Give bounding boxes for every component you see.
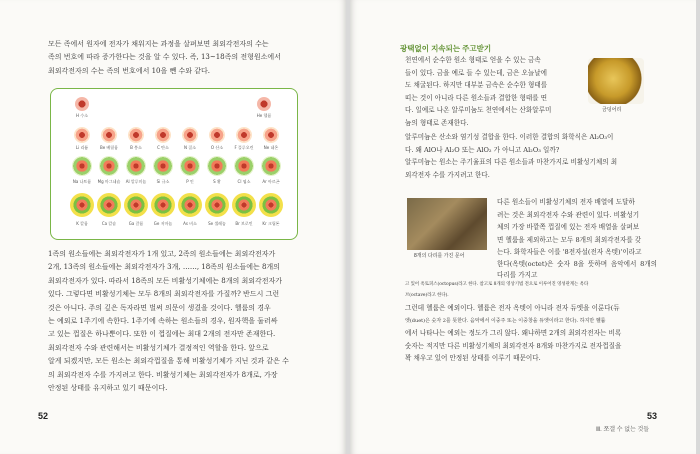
text-line: 고 있어 옥토퍼스(octopus)라고 한다. 참고로 8개의 영상기법 전으로 이루어진 영성관계는 옥타: [405, 282, 589, 287]
right-paragraph-3-note: [405, 259, 657, 301]
box-title: 광택없이 지속되는 주고받기: [400, 44, 492, 53]
text-line: 다. 왜 AlO나 Al₂O 또는 AlO₂ 가 아니고 Al₂O₃ 일까?: [405, 145, 560, 154]
atom-icon: [101, 127, 117, 143]
atom-icon: [74, 127, 90, 143]
atom-label: Ga 갈륨: [128, 221, 144, 226]
atom-icon: [207, 156, 227, 176]
atom-icon: [236, 127, 252, 143]
left-page: [0, 0, 346, 454]
text-line: 고 있는 껍질은 하나뿐이다. 또한 이 껍질에는 최대 2개의 전자만 존재한다.: [48, 330, 276, 339]
atom-label: Ne 네온: [263, 145, 279, 150]
right-paragraph-1: [405, 54, 577, 130]
atom-icon: [128, 127, 144, 143]
text-line: 려는 것은 최외각전자 수와 관련이 있다. 비활성기: [497, 210, 640, 219]
gold-nugget-image: [588, 58, 644, 104]
text-line: 엣(duet)은 숫자 2를 뜻한다. 음악에서 이중주 또는 이중창을 듀엣이라고 한다). 하지만 헬륨: [405, 317, 606, 324]
text-line: 다른 원소들이 비활성기체의 전자 배열에 도달하: [497, 198, 635, 206]
diagram-row-period-1: [61, 95, 287, 125]
diagram-row-period-4: [61, 193, 287, 235]
intro-paragraph: [48, 38, 300, 78]
atom-label: P 인: [186, 179, 194, 184]
text-line: 2개, 13족의 원소들에는 최외각전자가 3개, ……, 18족의 원소들에는 8개의: [48, 263, 280, 272]
page-number: 52: [38, 411, 49, 421]
atom-label: He 헬륨: [256, 113, 272, 118]
atom-label: Mg 마그네슘: [97, 179, 121, 184]
atom-label: S 황: [213, 179, 221, 184]
atom-icon: [97, 193, 121, 217]
text-line: 족의 번호에 따라 증가한다는 것을 알 수 있다. 즉, 13~18족의 전형원소에서: [48, 53, 281, 62]
atom-icon: [124, 193, 148, 217]
atom-icon: [72, 156, 92, 176]
text-line: 1족의 원소들에는 최외각전자가 1개 있고, 2족의 원소들에는 최외각전자가: [48, 250, 276, 258]
atom-label: Ar 아르곤: [262, 179, 280, 184]
text-line: 외각전자 수를 가지려고 한다.: [405, 170, 490, 179]
text-line: 에서 나타나는 예외는 정도가 그리 않다. 왜냐하면 2개의 최외각전자는 비록: [405, 329, 622, 338]
text-line: 들이 있다. 금을 예로 들 수 있는데, 금은 오늘날에: [405, 68, 547, 77]
atom-icon: [151, 193, 175, 217]
octopus-caption: 8개의 다리를 가진 문어: [414, 253, 465, 259]
text-line: 띠는 것이 아니라 다른 원소들과 결합한 형태를 띤: [405, 93, 548, 102]
atom-label: O 산소: [210, 145, 224, 150]
atom-label: Ca 칼슘: [101, 221, 117, 226]
text-line: 천연에서 순수한 원소 형태로 얻을 수 있는 금속: [405, 56, 541, 64]
body-paragraph: [48, 248, 300, 395]
atom-label: Al 알루미늄: [125, 179, 147, 184]
atom-label: Br 브로민: [235, 221, 253, 226]
atom-icon: [180, 156, 200, 176]
text-line: 최외각전자 수와 관련해서는 비활성기체가 결정적인 역할을 한다. 앞으로: [48, 343, 269, 352]
atom-icon: [259, 193, 283, 217]
text-line: 안정된 상태를 유지하고 있기 때문이다.: [48, 384, 168, 393]
atom-label: Kr 크립톤: [262, 221, 280, 226]
text-line: 늄의 형태로 존재한다.: [405, 118, 469, 127]
text-line: 도 채굴된다. 하지만 대부분 금속은 순수한 형태를: [405, 81, 548, 90]
electron-shell-diagram: [50, 88, 298, 240]
atom-icon: [263, 127, 279, 143]
atom-label: N 질소: [184, 145, 196, 150]
atom-icon: [155, 127, 171, 143]
atom-icon: [70, 193, 94, 217]
text-line: 면 헬륨을 제외하고는 모두 8개의 최외각전자를 갖: [497, 235, 642, 244]
text-line: 최외각전자의 수는 족의 번호에서 10을 뺀 수와 같다.: [48, 66, 210, 75]
atom-icon: [178, 193, 202, 217]
diagram-row-period-3: [61, 155, 287, 191]
text-line: 숫자는 적지만 다른 비활성기체의 최외각전자 8개와 마찬가지로 전자껍질을: [405, 341, 622, 350]
atom-label: F 플루오린: [234, 145, 254, 150]
octopus-image: [407, 198, 487, 250]
text-line: 다. 일예로 나온 알루미늄도 천연에서는 산화알루미: [405, 106, 552, 115]
atom-icon: [153, 156, 173, 176]
atom-icon: [232, 193, 256, 217]
atom-icon: [99, 156, 119, 176]
gold-caption: 금덩어리: [602, 107, 622, 113]
right-paragraph-3: [497, 196, 657, 259]
atom-label: Li 리튬: [75, 145, 89, 150]
text-line: 것은 아니다. 주의 깊은 독자라면 벌써 의문이 생겼을 것이다. 헬륨의 경우: [48, 303, 271, 312]
text-line: 최외각전자가 있다. 따라서 18족의 모든 비활성기체에는 8개의 최외각전자가: [48, 276, 283, 285]
atom-icon: [182, 127, 198, 143]
diagram-row-period-2: [61, 125, 287, 155]
text-line: 알루미늄는 원소는 주기율표의 다른 원소들과 마찬가지로 비활성기체의 최: [405, 158, 618, 167]
atom-label: C 탄소: [157, 145, 169, 150]
atom-icon: [126, 156, 146, 176]
hydrogen-atom-icon: [75, 97, 89, 111]
page-number: 53: [647, 411, 658, 421]
atom-label: As 비소: [183, 221, 197, 226]
atom-icon: [209, 127, 225, 143]
atom-label: Be 베릴륨: [99, 145, 119, 150]
text-line: 모든 족에서 원자에 전자가 채워지는 과정을 살펴보면 최외각전자의 수는: [48, 40, 269, 48]
atom-label: Se 셀레늄: [208, 221, 226, 226]
text-line: 꽉 채우고 있어 안정된 상태를 이루기 때문이다.: [405, 354, 541, 363]
text-line: 의 최외각전자 수를 가지려고 한다. 비활성기체는 최외각전자가 8개로, 가장: [48, 370, 278, 379]
text-line: 는 예외로 1주기에 속한다. 1주기에 속하는 원소들의 경우, 원자핵을 둘러싸: [48, 317, 278, 326]
text-line: 한다(옥텟(octet)은 숫자 8을 뜻하며 음악에서 8개의 다리를 가지고: [497, 260, 657, 279]
atom-label: Ge 저마늄: [153, 221, 173, 226]
atom-label: Cl 염소: [237, 179, 251, 184]
chapter-footer: Ⅲ. 쪼갤 수 없는 것들: [596, 427, 650, 433]
atom-label: H 수소: [75, 113, 88, 118]
right-paragraph-2: [405, 131, 655, 181]
atom-icon: [234, 156, 254, 176]
text-line: 그런데 헬륨은 예외이다. 헬륨은 전자 옥텟이 아니라 전자 듀엣을 이룬다(듀: [405, 304, 620, 312]
text-line: 브(octave)라고 한다).: [405, 292, 449, 298]
atom-label: K 칼륨: [76, 221, 88, 226]
atom-label: Na 나트륨: [72, 179, 92, 184]
text-line: 는다. 화학자들은 이를 '8전자설(전자 옥텟)'이라고: [497, 248, 642, 257]
helium-atom-icon: [257, 97, 271, 111]
atom-icon: [205, 193, 229, 217]
atom-label: B 붕소: [130, 145, 142, 150]
text-line: 알게 되겠지만, 모든 원소는 최외각껍질을 통해 비활성기체가 지닌 것과 같은 수: [48, 357, 289, 366]
right-paragraph-4: [405, 302, 657, 365]
text-line: 체의 가장 바깥쪽 껍질에 있는 전자 배열을 살펴보: [497, 223, 640, 232]
text-line: 있다. 그렇다면 비활성기체는 모두 8개의 최외각전자를 가질까? 반드시 그런: [48, 290, 280, 299]
atom-icon: [261, 156, 281, 176]
atom-label: Si 규소: [156, 179, 170, 184]
text-line: 알루미늄은 산소와 염기성 결합을 한다. 이러한 결합의 화학식은 Al₂O₃이: [405, 133, 614, 141]
